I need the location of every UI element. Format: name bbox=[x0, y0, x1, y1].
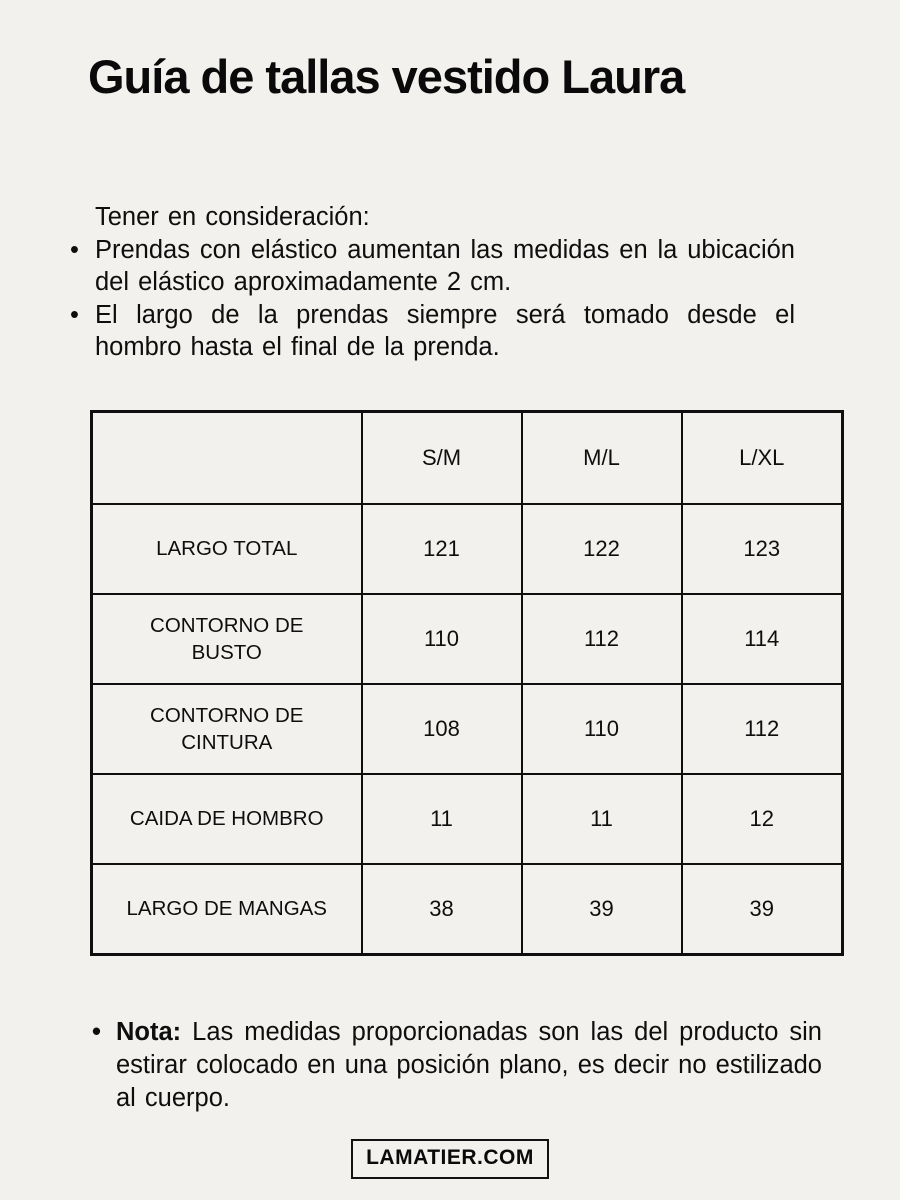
table-cell: 12 bbox=[682, 774, 843, 864]
table-header-cell bbox=[92, 411, 362, 504]
size-table bbox=[90, 410, 844, 956]
table-cell: 108 bbox=[362, 684, 522, 774]
table-header-row bbox=[92, 411, 843, 504]
list-item-text: El largo de la prendas siempre será tomado desde el hombro hasta el final de la prenda. bbox=[95, 300, 795, 361]
table-cell: 112 bbox=[522, 594, 682, 684]
considerations-section bbox=[70, 201, 795, 364]
note-text: Las medidas proporcionadas son las del producto sin estirar colocado en una posición plano, es decir no estilizado al cuerpo. bbox=[116, 1017, 822, 1112]
table-row bbox=[92, 684, 843, 774]
table-cell: 110 bbox=[522, 684, 682, 774]
table-header-cell: S/M bbox=[362, 411, 522, 504]
table-cell: 39 bbox=[682, 864, 843, 955]
note-section bbox=[92, 1016, 822, 1115]
row-label: CONTORNO DE BUSTO bbox=[92, 594, 362, 684]
table-cell: 11 bbox=[522, 774, 682, 864]
considerations-list bbox=[70, 234, 795, 364]
table-row bbox=[92, 774, 843, 864]
table-row bbox=[92, 504, 843, 594]
table-cell: 11 bbox=[362, 774, 522, 864]
bullet-icon: • bbox=[70, 300, 79, 329]
row-label: LARGO DE MANGAS bbox=[92, 864, 362, 955]
table-row bbox=[92, 864, 843, 955]
table-header-cell: L/XL bbox=[682, 411, 843, 504]
table-cell: 114 bbox=[682, 594, 843, 684]
list-item bbox=[70, 234, 795, 299]
table-cell: 38 bbox=[362, 864, 522, 955]
page-title: Guía de tallas vestido Laura bbox=[88, 50, 685, 103]
table-header-cell: M/L bbox=[522, 411, 682, 504]
considerations-heading: Tener en consideración: bbox=[95, 203, 370, 231]
table-cell: 121 bbox=[362, 504, 522, 594]
row-label: LARGO TOTAL bbox=[92, 504, 362, 594]
bullet-icon: • bbox=[70, 235, 79, 264]
table-cell: 110 bbox=[362, 594, 522, 684]
table-cell: 112 bbox=[682, 684, 843, 774]
note-label: Nota: bbox=[116, 1017, 182, 1046]
table-row bbox=[92, 594, 843, 684]
brand-badge: LAMATIER.COM bbox=[351, 1139, 549, 1179]
list-item bbox=[70, 299, 795, 364]
table-cell: 122 bbox=[522, 504, 682, 594]
list-item-text: Prendas con elástico aumentan las medidas en la ubicación del elástico aproximadamente 2 cm. bbox=[95, 235, 795, 296]
bullet-icon: • bbox=[92, 1017, 101, 1046]
table-cell: 123 bbox=[682, 504, 843, 594]
table-cell: 39 bbox=[522, 864, 682, 955]
row-label: CONTORNO DE CINTURA bbox=[92, 684, 362, 774]
page-footer bbox=[0, 1139, 900, 1179]
row-label: CAIDA DE HOMBRO bbox=[92, 774, 362, 864]
